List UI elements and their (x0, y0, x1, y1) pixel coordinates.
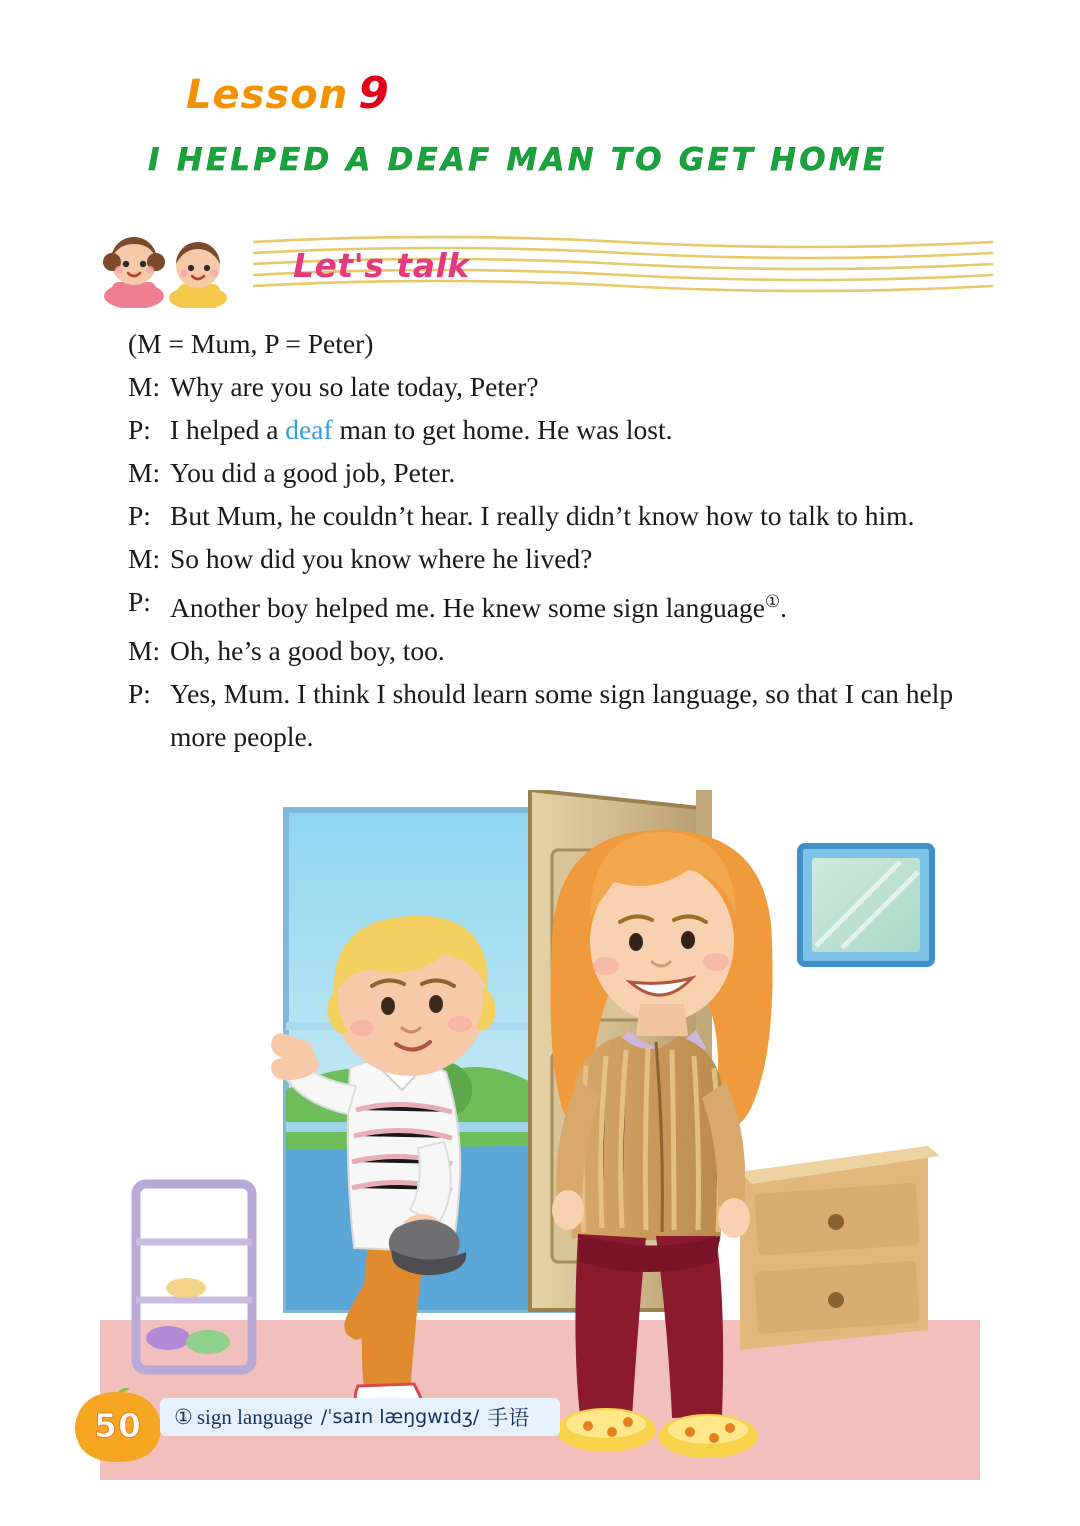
two-children-icon (88, 230, 248, 308)
dialogue-text-before: Another boy helped me. He knew some sign language (170, 592, 765, 624)
section-label-lets-talk: Let's talk (293, 246, 470, 285)
lesson-number: 9 (358, 68, 390, 119)
lets-talk-banner (88, 222, 993, 308)
dialogue-line-6 (128, 580, 988, 629)
dialogue-text: You did a good job, Peter. (170, 457, 456, 488)
speaker-label: P: (128, 586, 151, 617)
speaker-label: P: (128, 414, 151, 445)
dialogue-legend (128, 322, 988, 365)
dialogue-line-4 (128, 494, 988, 537)
page-number-badge (72, 1388, 164, 1462)
lesson-heading (186, 68, 390, 119)
page-title: I HELPED A DEAF MAN TO GET HOME (148, 142, 888, 178)
dialogue-text: So how did you know where he lived? (170, 543, 593, 574)
dialogue-legend-text: (M = Mum, P = Peter) (128, 328, 374, 359)
dialogue-text: Yes, Mum. I think I should learn some sign language, so that I can help more people. (170, 678, 954, 753)
speaker-label: M: (128, 635, 161, 667)
dialogue-line-5 (128, 537, 988, 580)
footnote-phonetic: /ˈsaɪn læŋgwɪdʒ/ (320, 1406, 480, 1428)
dialogue-text-after: . (780, 592, 788, 624)
dialogue-text: But Mum, he couldn’t hear. I really didn’t know how to talk to him. (170, 500, 915, 531)
dialogue-line-2 (128, 408, 988, 451)
lesson-label: Lesson (186, 72, 349, 118)
dialogue-block (128, 322, 988, 758)
dialogue-line-1 (128, 365, 988, 408)
speaker-label: M: (128, 457, 161, 488)
speaker-label: P: (128, 678, 151, 710)
footnote (160, 1398, 560, 1436)
highlighted-word-deaf: deaf (285, 414, 333, 445)
footnote-marker: ① (764, 592, 781, 611)
dialogue-text: Why are you so late today, Peter? (170, 371, 539, 402)
speaker-label: M: (128, 543, 161, 574)
dialogue-text: Oh, he’s a good boy, too. (170, 635, 445, 667)
dialogue-text (170, 408, 988, 451)
page-number: 50 (94, 1405, 142, 1445)
speaker-label: P: (128, 500, 151, 531)
lesson-illustration (100, 790, 980, 1480)
dialogue-line-3 (128, 451, 988, 494)
dialogue-line-7 (128, 629, 988, 672)
footnote-marker: ① (174, 1404, 193, 1429)
dialogue-text-after: man to get home. He was lost. (332, 414, 673, 445)
footnote-word: sign language (196, 1404, 313, 1429)
dialogue-line-8 (128, 672, 988, 758)
footnote-gloss: 手语 (487, 1406, 530, 1430)
dialogue-text-before: I helped a (170, 414, 286, 445)
dialogue-text (170, 580, 988, 629)
speaker-label: M: (128, 371, 161, 402)
